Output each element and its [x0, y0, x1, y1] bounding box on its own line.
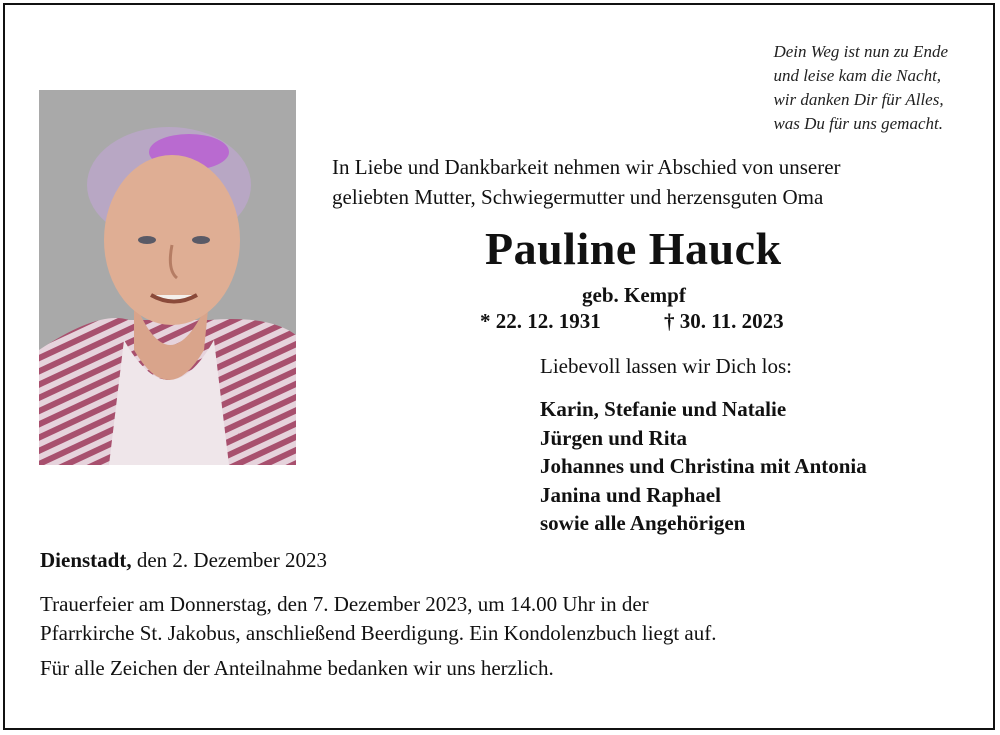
deceased-name: Pauline Hauck	[485, 223, 782, 274]
poem-line: und leise kam die Nacht,	[773, 66, 942, 85]
death-date: † 30. 11. 2023	[664, 309, 784, 333]
poem	[773, 40, 948, 136]
place-date	[40, 548, 327, 573]
poem-line: Dein Weg ist nun zu Ende	[773, 42, 948, 61]
birth-date: * 22. 12. 1931	[480, 309, 601, 333]
funeral-info	[40, 590, 717, 648]
intro-line: geliebten Mutter, Schwiegermutter und herzensguten Oma	[332, 185, 824, 209]
poem-line: wir danken Dir für Alles,	[773, 90, 944, 109]
place-name: Dienstadt,	[40, 548, 132, 572]
portrait-photo	[39, 90, 296, 465]
funeral-line: Pfarrkirche St. Jakobus, anschließend Beerdigung. Ein Kondolenzbuch liegt auf.	[40, 621, 717, 645]
mourner-entry: Janina und Raphael	[540, 482, 721, 507]
mourner-entry: Jürgen und Rita	[540, 425, 688, 450]
mourner-entry: sowie alle Angehörigen	[540, 511, 746, 535]
mourner-entry: Karin, Stefanie und Natalie	[540, 397, 787, 421]
notice-date: den 2. Dezember 2023	[131, 548, 327, 572]
farewell-line: Liebevoll lassen wir Dich los:	[540, 354, 792, 378]
intro-text	[332, 152, 841, 212]
intro-line: In Liebe und Dankbarkeit nehmen wir Abschied von unserer	[332, 155, 841, 179]
maiden-name: geb. Kempf	[582, 283, 686, 307]
mourner-entry: Johannes und Christina mit Antonia	[540, 454, 867, 478]
poem-line: was Du für uns gemacht.	[773, 114, 943, 133]
funeral-line: Trauerfeier am Donnerstag, den 7. Dezember 2023, um 14.00 Uhr in der	[40, 592, 649, 616]
mourners-list	[540, 395, 867, 538]
thanks-line: Für alle Zeichen der Anteilnahme bedanken wir uns herzlich.	[40, 656, 554, 680]
